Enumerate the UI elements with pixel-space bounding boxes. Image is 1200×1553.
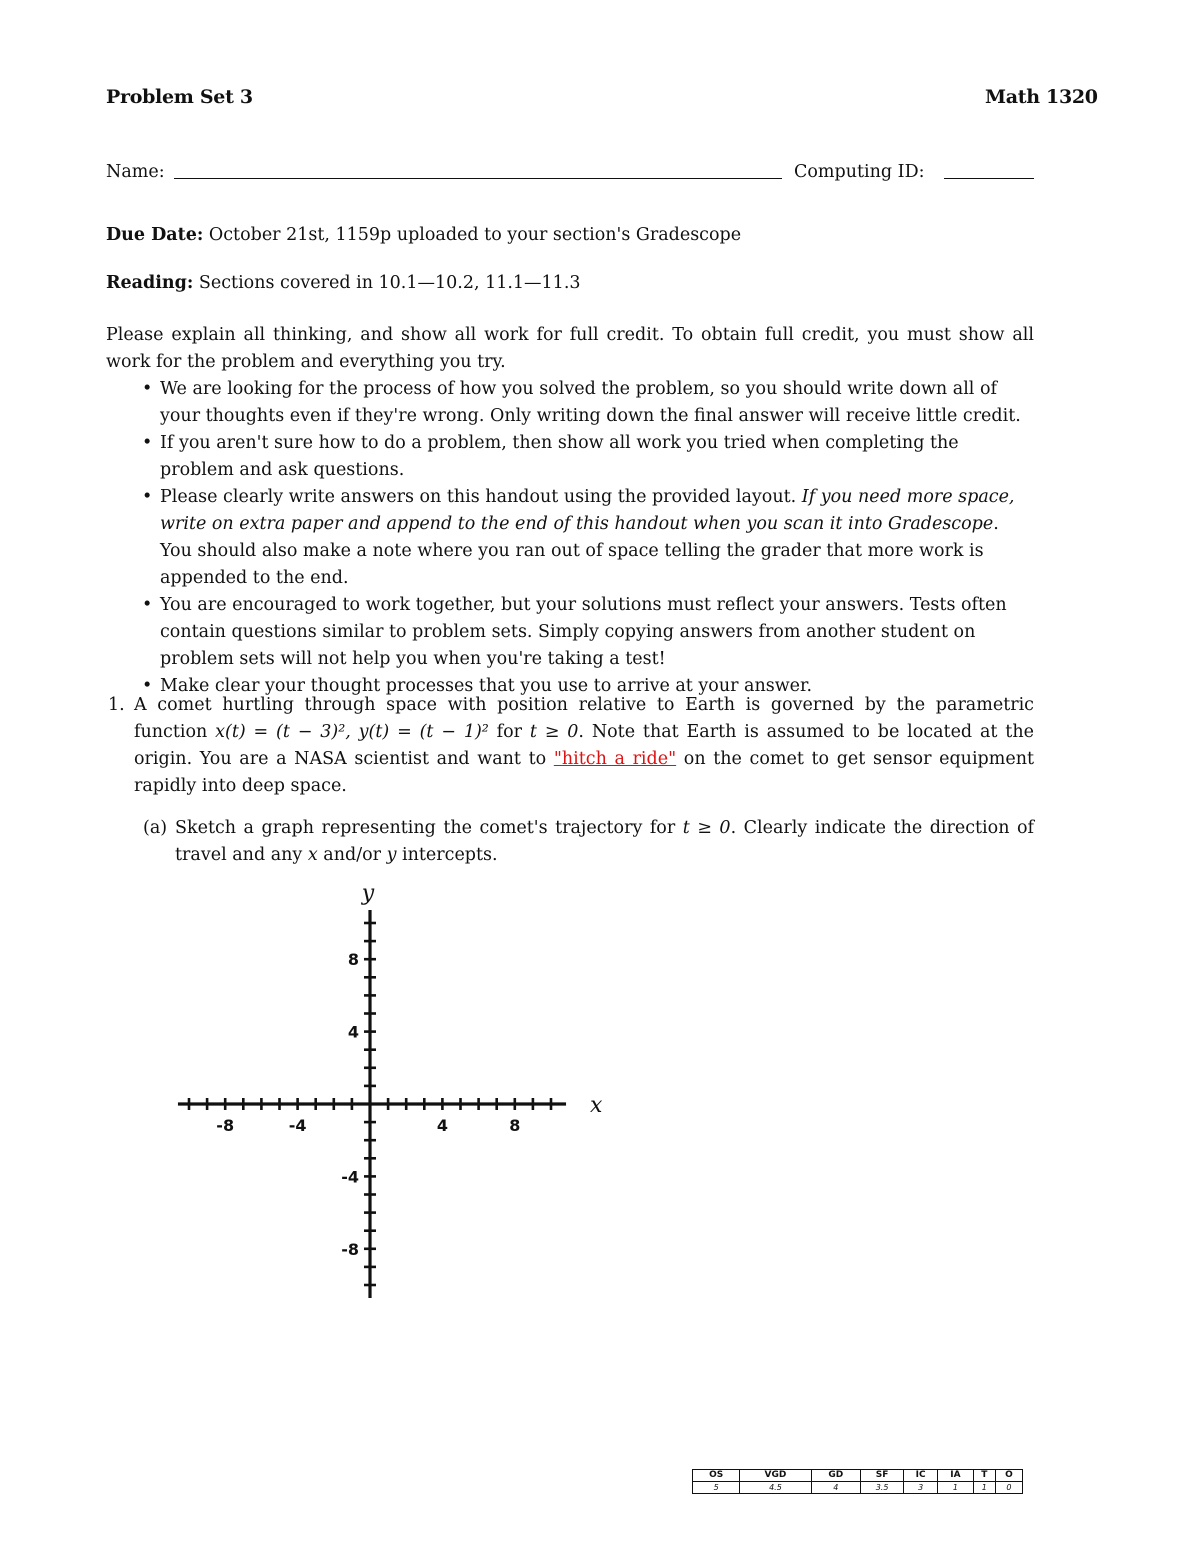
y-tick-label: -8 — [341, 1239, 359, 1259]
bullet-text: Please clearly write answers on this handout using the provided layout. — [160, 487, 802, 507]
rubric-header: SF — [861, 1470, 904, 1482]
instructions-list — [136, 376, 1034, 700]
x-tick-label: 4 — [436, 1116, 448, 1135]
part-text: and/or — [317, 845, 387, 865]
rubric-header: GD — [811, 1470, 861, 1482]
rubric-header: T — [973, 1470, 995, 1482]
part-text: . Clearly indicate the direction of travel and any — [175, 818, 1034, 865]
part-text: Sketch a graph representing the comet's trajectory for — [175, 818, 683, 838]
due-date-text: October 21st, 1159p uploaded to your section's Gradescope — [208, 225, 742, 245]
hitch-a-ride-link[interactable] — [554, 749, 676, 769]
reading — [106, 270, 581, 297]
page-title: Problem Set 3 — [106, 86, 253, 108]
computing-id-label: Computing ID: — [794, 162, 925, 182]
rubric-value: 4.5 — [740, 1482, 811, 1494]
bullet-item: • If you aren't sure how to do a problem, then show all work you tried when completing the problem and ask questions. — [136, 430, 1034, 484]
rubric-header: OS — [693, 1470, 740, 1482]
name-label: Name: — [106, 162, 165, 182]
link-text[interactable]: "hitch a ride" — [553, 749, 677, 769]
part-a-text — [175, 815, 1034, 869]
reading-text: Sections covered in 10.1—10.2, 11.1—11.3 — [198, 273, 581, 293]
problem-text: A comet hurtling through space with position relative to Earth is governed by the parametric function — [134, 695, 1034, 742]
y-tick-label: 8 — [347, 950, 359, 970]
part-text: intercepts. — [396, 845, 498, 865]
x-tick-label: -8 — [216, 1116, 235, 1135]
problem-number: 1. — [108, 695, 125, 715]
rubric-header: IA — [938, 1470, 973, 1482]
rubric-value: 5 — [693, 1482, 740, 1494]
problem-text: . Note that Earth is assumed to be located at the origin. You are a NASA scientist and want to — [134, 722, 1034, 769]
y-tick-label: 4 — [347, 1022, 359, 1042]
x-tick-label: 8 — [509, 1116, 521, 1135]
bullet-item: • Make clear your thought processes that you use to arrive at your answer. — [136, 673, 1034, 700]
bullet-text: . You should also make a note where you ran out of space telling the grader that more work is appended to the end. — [160, 514, 999, 588]
bullet-item: • You are encouraged to work together, but your solutions must reflect your answers. Tests often contain questions similar to problem sets. Simply copying answers from another student on problem sets will not help you when you're taking a test! — [136, 592, 1034, 673]
rubric-value: 3.5 — [861, 1482, 904, 1494]
rubric-header: VGD — [740, 1470, 811, 1482]
problem-text: for — [488, 722, 530, 742]
rubric-value: 0 — [995, 1482, 1022, 1494]
rubric-header: O — [995, 1470, 1022, 1482]
rubric-value: 1 — [973, 1482, 995, 1494]
y-variable: y — [386, 845, 397, 865]
x-variable: x — [307, 845, 318, 865]
domain-condition: t ≥ 0 — [529, 722, 579, 742]
x-axis-label: x — [590, 1093, 603, 1118]
reading-label: Reading: — [106, 273, 194, 293]
problem-1-text — [134, 692, 1034, 800]
coordinate-axes[interactable] — [160, 868, 620, 1308]
rubric-value: 1 — [938, 1482, 973, 1494]
rubric-value: 3 — [904, 1482, 938, 1494]
rubric-value: 4 — [811, 1482, 861, 1494]
bullet-italic-text: If you need more space, write on extra paper and append to the end of this handout when you scan it into Gradescope — [160, 487, 1015, 534]
grading-rubric — [692, 1469, 1023, 1494]
bullet-item — [136, 484, 1034, 592]
rubric-header: IC — [904, 1470, 938, 1482]
y-axis-label: y — [361, 880, 375, 906]
due-date-label: Due Date: — [106, 225, 204, 245]
parametric-equation: x(t) = (t − 3)², y(t) = (t − 1)² — [215, 722, 489, 742]
x-tick-label: -4 — [288, 1116, 307, 1135]
due-date — [106, 222, 741, 249]
course-label: Math 1320 — [985, 86, 1098, 108]
part-label: (a) — [143, 818, 168, 838]
bullet-item: • We are looking for the process of how you solved the problem, so you should write down all of your thoughts even if they're wrong. Only writing down the final answer will receive little credit. — [136, 376, 1034, 430]
computing-id-field[interactable] — [944, 178, 1034, 179]
problem-text: on the comet to get sensor equipment rapidly into deep space. — [134, 749, 1034, 796]
instructions-intro: Please explain all thinking, and show all work for full credit. To obtain full credit, you must show all work for the problem and everything you try. — [106, 325, 1034, 372]
y-tick-label: -4 — [341, 1167, 359, 1187]
name-field[interactable] — [174, 178, 782, 179]
domain-condition: t ≥ 0 — [682, 818, 731, 838]
